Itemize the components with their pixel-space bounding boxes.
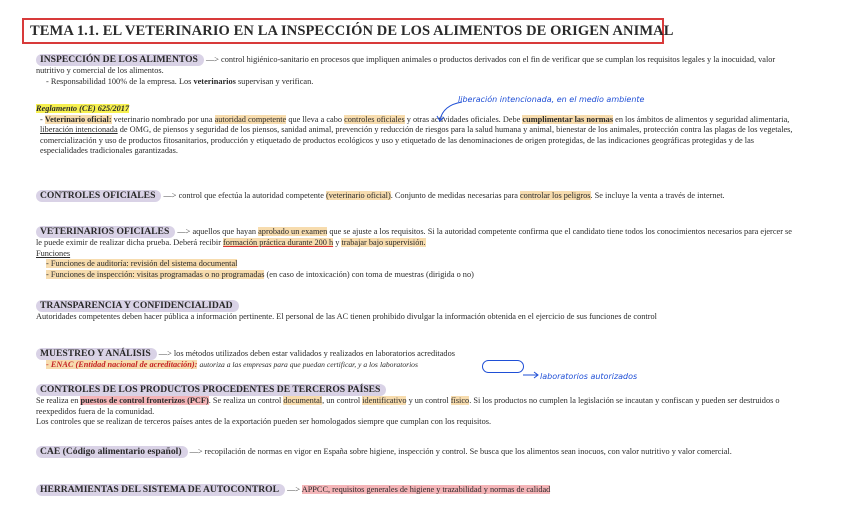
highlight: trabajar bajo supervisión. — [341, 238, 426, 247]
text: control que efectúa la autoridad competente — [178, 191, 324, 200]
funciones-label: Funciones — [36, 248, 71, 258]
heading-terceros-paises: CONTROLES DE LOS PRODUCTOS PROCEDENTES DE TERCEROS PAÍSES — [36, 384, 386, 396]
handwritten-arrow-icon — [436, 100, 466, 124]
page-title: TEMA 1.1. EL VETERINARIO EN LA INSPECCIÓN DE LOS ALIMENTOS DE ORIGEN ANIMAL — [22, 18, 664, 44]
herramientas-text: APPCC, requisitos generales de higiene y trazabilidad y normas de calidad — [301, 485, 551, 494]
term-veterinario-oficial: Veterinario oficial: — [44, 114, 112, 124]
enac-text: autoriza a las empresas para que puedan certificar, y a los — [199, 360, 378, 369]
reglamento-title: Reglamento (CE) 625/2017 — [36, 104, 130, 113]
section-controles-oficiales — [36, 190, 796, 202]
handwritten-note-liberacion: liberación intencionada, en el medio ambiente — [458, 95, 645, 104]
underlined-term: liberación intencionada — [40, 125, 118, 135]
heading-transparencia: TRANSPARENCIA Y CONFIDENCIALIDAD — [36, 300, 239, 312]
text: y un control — [408, 396, 449, 405]
funcion-inspeccion: - Funciones de inspección: visitas programadas o no programadas — [46, 269, 265, 279]
heading-inspeccion: INSPECCIÓN DE LOS ALIMENTOS — [36, 54, 204, 66]
section-veterinarios-oficiales — [36, 226, 796, 280]
bullet-text-end: supervisan y verifican. — [237, 76, 314, 86]
highlight: formación práctica durante 200 h — [223, 238, 334, 247]
highlight: controlar los peligros — [520, 191, 591, 200]
text: . Si los productos no cumplen la legislación se incautan y confiscan y pueden ser destruidos o reexpedidos fuera de la comunidad. — [36, 396, 780, 416]
text: Se realiza en — [36, 396, 79, 405]
section-reglamento — [36, 104, 796, 157]
section-transparencia — [36, 300, 796, 323]
highlight: físico — [450, 396, 470, 405]
highlight: (veterinario oficial) — [326, 191, 391, 200]
text: (en caso de intoxicación) con toma de muestras (dirigida o no) — [266, 269, 474, 279]
highlight: identificativo — [362, 396, 407, 405]
text: y otras actividades oficiales. Debe — [406, 114, 521, 124]
section-terceros-paises — [36, 384, 796, 428]
heading-veterinarios-oficiales: VETERINARIOS OFICIALES — [36, 226, 175, 238]
section-herramientas — [36, 484, 796, 496]
text: que se ajuste a los requisitos. Si la autoridad competente confirma que el candidato tiene todos los conocimientos necesarios para ejercer se le puede eximir de realizar dicha prueba. Deberá recibir — [36, 227, 792, 247]
handwritten-arrow-icon — [522, 370, 540, 380]
arrow: —> — [177, 227, 191, 236]
heading-muestreo: MUESTREO Y ANÁLISIS — [36, 348, 157, 360]
arrow: —> — [287, 485, 301, 494]
heading-controles-oficiales: CONTROLES OFICIALES — [36, 190, 161, 202]
highlight-bold: cumplimentar las normas — [522, 114, 614, 124]
arrow: —> — [163, 191, 177, 200]
arrow: —> — [189, 447, 203, 456]
text: de OMG, de piensos y seguridad de los piensos, sanidad animal, prevención y reducción de riesgos para la salud humana y animal, bienestar de los animales, protección contra las plagas de los vegetales, comercialización y uso de productos fitosanitarios, producción y etiquetado de productos ecológicos y uso y etiquetado de las denominaciones de origen protegidas, de las indicaciones geográficas protegidas y de las especialidades tradicionales garantizadas. — [40, 125, 793, 156]
text: y — [335, 238, 340, 247]
text: . Se incluye la venta a través de internet. — [590, 191, 725, 200]
cae-text: recopilación de normas en vigor en España sobre higiene, inspección y control. Se busca que los alimentos sean inocuos, con valor nutritivo y valor comercial. — [204, 447, 732, 456]
arrow: —> — [158, 349, 172, 358]
text: Los controles que se realizan de terceros países antes de la exportación pueden ser homologados siempre que cumplan con los requisitos. — [36, 417, 492, 427]
laboratorios-term: laboratorios — [379, 360, 418, 369]
text: en los ámbitos de alimentos y seguridad alimentaria, — [615, 114, 790, 124]
highlight-pcf: puestos de control fronterizos (PCF) — [80, 396, 209, 405]
highlight: aprobado un examen — [258, 227, 328, 236]
section-muestreo — [36, 348, 796, 371]
text: veterinario nombrado por una — [113, 114, 213, 124]
heading-herramientas: HERRAMIENTAS DEL SISTEMA DE AUTOCONTROL — [36, 484, 285, 496]
enac-term: - ENAC (Entidad nacional de acreditación): — [46, 360, 198, 369]
inspeccion-text: control higiénico-sanitario en procesos que impliquen animales o productos derivados con el fin de verificar que se cumplan los requisitos legales y la inocuidad, valor nutritivo y comercial de los alimentos. — [36, 55, 776, 75]
text: , un control — [322, 396, 361, 405]
muestreo-text: los métodos utilizados deben estar validados y realizados en laboratorios acreditados — [173, 349, 455, 358]
section-cae — [36, 446, 796, 458]
text: que lleva a cabo — [288, 114, 342, 124]
highlight: documental — [283, 396, 323, 405]
text: . Conjunto de medidas necesarias para — [390, 191, 518, 200]
arrow: —> — [205, 55, 219, 64]
highlight: controles oficiales — [344, 114, 405, 124]
text: . Se realiza un control — [208, 396, 282, 405]
handwritten-note-laboratorios: laboratorios autorizados — [540, 372, 638, 381]
bullet-text: - Responsabilidad 100% de la empresa. Los — [46, 76, 192, 86]
funcion-auditoria: - Funciones de auditoría: revisión del sistema documental — [46, 259, 238, 269]
text: aquellos que hayan — [192, 227, 257, 236]
dash: - — [40, 114, 43, 124]
highlight: autoridad competente — [214, 114, 287, 124]
section-inspeccion — [36, 54, 796, 87]
heading-cae: CAE (Código alimentario español) — [36, 446, 188, 458]
bold-term: veterinarios — [193, 76, 236, 86]
handwritten-circle — [482, 360, 524, 373]
transparencia-text: Autoridades competentes deben hacer pública a información pertinente. El personal de las AC tienen prohibido divulgar la información obtenida en el ejercicio de sus funciones de control — [36, 312, 657, 321]
